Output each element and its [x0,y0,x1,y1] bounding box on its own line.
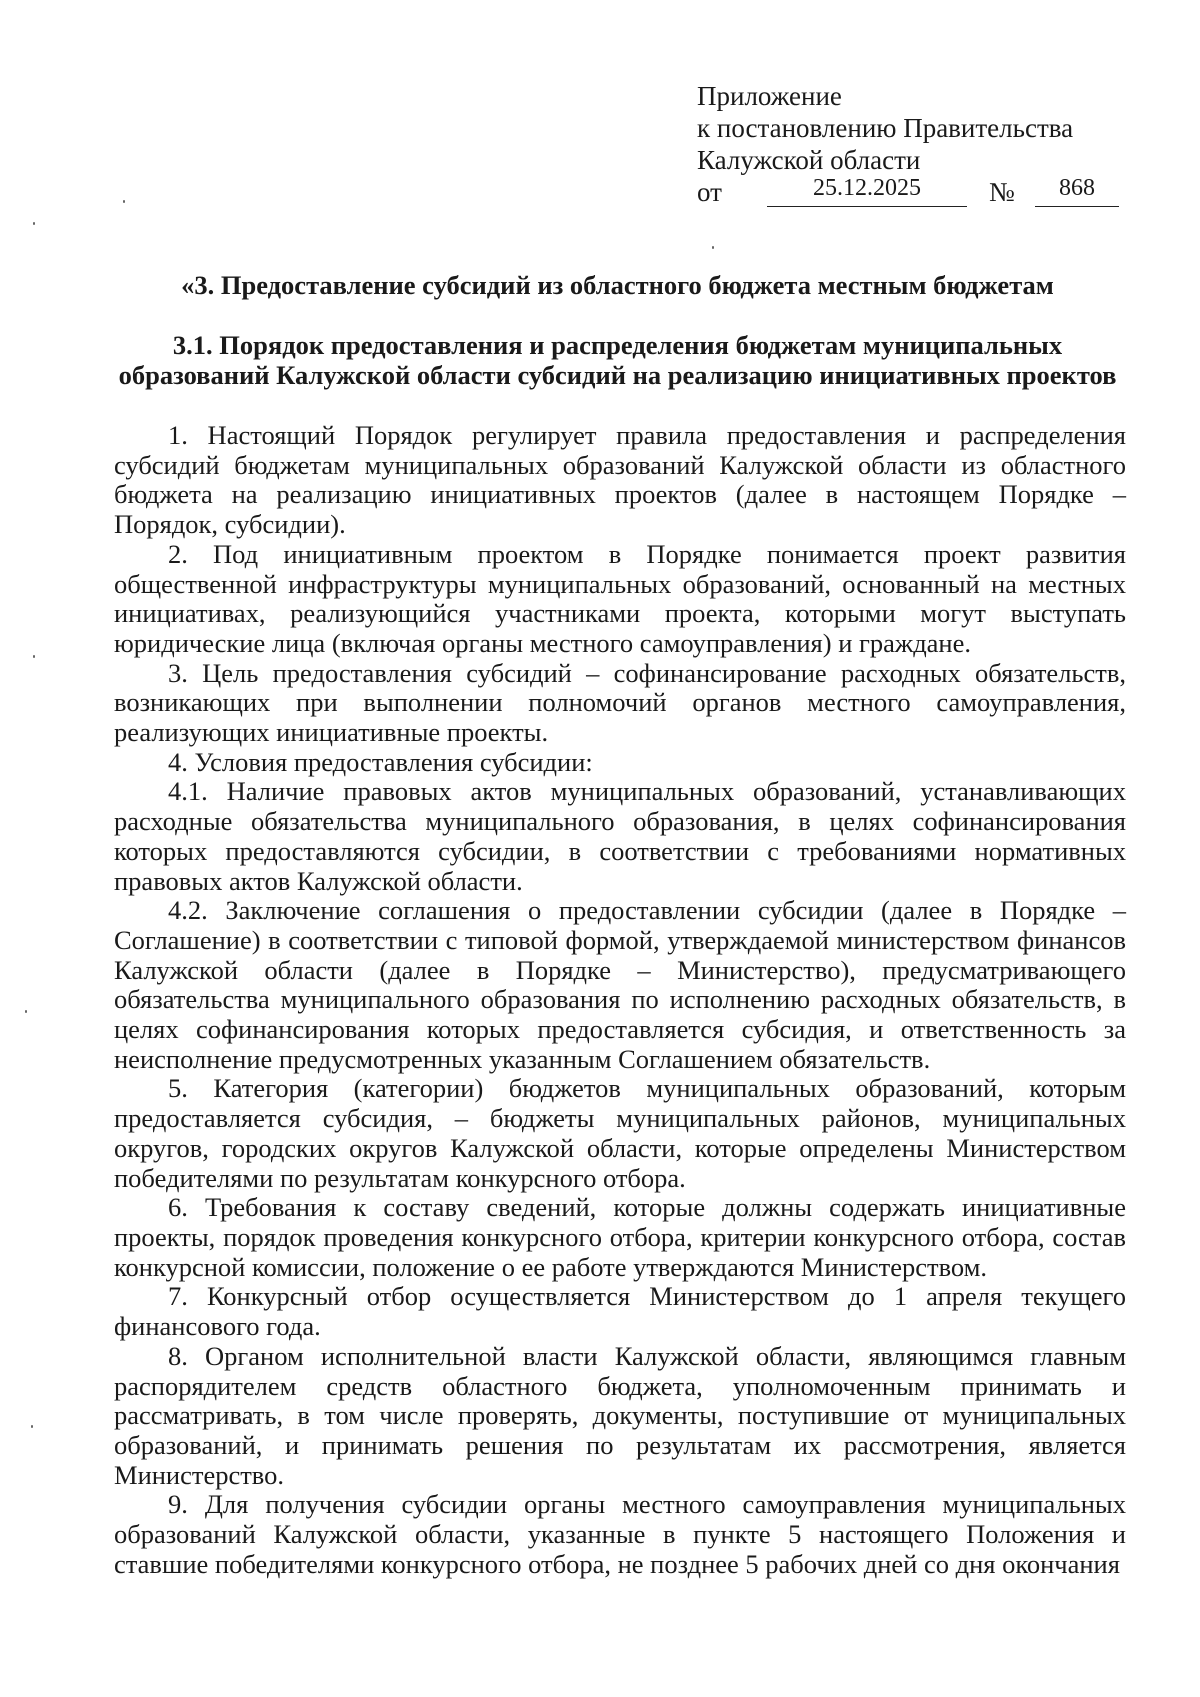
paragraph-4: 4. Условия предоставления субсидии: [168,746,593,777]
appendix-region: Калужской области [697,145,921,175]
appendix-reference: к постановлению Правительства [697,113,1074,143]
scan-speck [123,200,125,203]
scan-speck [31,1425,33,1428]
paragraph-8: 8. Органом исполнительной власти Калужской области, являющимся главным распорядителем средств областного бюджета, уполномоченным принимать и рассматривать, в том числе проверять, документы, поступившие от муниципальных образований, и принимать решения по результатам их рассмотрения, является Министерство. [114,1340,1126,1490]
paragraph-7: 7. Конкурсный отбор осуществляется Министерством до 1 апреля текущего финансового года. [114,1281,1126,1342]
scan-speck [33,655,35,658]
paragraph-2: 2. Под инициативным проектом в Порядке понимается проект развития общественной инфраструктуры муниципальных образований, основанный на местных инициативах, реализующийся участниками проекта, которыми могут выступать юридические лица (включая органы местного самоуправления) и граждане. [114,538,1126,658]
subsection-heading [110,330,1125,390]
paragraph-5: 5. Категория (категории) бюджетов муниципальных образований, которым предоставляется субсидия, – бюджеты муниципальных районов, муниципальных округов, городских округов Калужской области, которые определены Министерством победителями по результатам конкурсного отбора. [114,1073,1126,1193]
paragraph-6: 6. Требования к составу сведений, которые должны содержать инициативные проекты, порядок проведения конкурсного отбора, критерии конкурсного отбора, состав конкурсной комиссии, положение о ее работе утверждаются Министерством. [114,1192,1126,1282]
number-sign: № [989,177,1015,207]
scan-speck [712,246,714,249]
document-date: 25.12.2025 [813,175,921,201]
paragraph-9: 9. Для получения субсидии органы местного самоуправления муниципальных образований Калужской области, указанные в пункте 5 настоящего Положения и ставшие победителями конкурсного отбора, не позднее 5 рабочих дней со дня окончания [114,1489,1126,1579]
section-heading: «3. Предоставление субсидий из областного бюджета местным бюджетам [181,270,1054,300]
appendix-block [697,80,1095,208]
number-underline [1035,206,1119,207]
paragraph-1: 1. Настоящий Порядок регулирует правила предоставления и распределения субсидий бюджетам муниципальных образований Калужской области из областного бюджета на реализацию инициативных проектов (далее в настоящем Порядке – Порядок, субсидии). [114,420,1126,540]
body-text [114,421,1126,1579]
subsection-heading-line-1: 3.1. Порядок предоставления и распределения бюджетам муниципальных [172,330,1063,360]
scan-speck [33,222,35,225]
paragraph-3: 3. Цель предоставления субсидий – софинансирование расходных обязательств, возникающих при выполнении полномочий органов местного самоуправления, реализующих инициативные проекты. [114,657,1126,748]
appendix-title: Приложение [697,81,842,111]
subsection-heading-line-2: образований Калужской области субсидий на реализацию инициативных проектов [118,360,1117,390]
appendix-date-line [697,175,1095,208]
document-number: 868 [1059,175,1095,201]
date-underline [767,206,967,207]
scan-speck [25,1010,27,1013]
paragraph-4-2: 4.2. Заключение соглашения о предоставлении субсидии (далее в Порядке – Соглашение) в соответствии с типовой формой, утверждаемой министерством финансов Калужской области (далее в Порядке – Министерство), предусматривающего обязательства муниципального образования по исполнению расходных обязательств, в целях софинансирования которых предоставляется субсидия, и ответственность за неисполнение предусмотренных указанным Соглашением обязательств. [114,895,1126,1074]
paragraph-4-1: 4.1. Наличие правовых актов муниципальных образований, устанавливающих расходные обязательства муниципального образования, в целях софинансирования которых предоставляются субсидии, в соответствии с требованиями нормативных правовых актов Калужской области. [114,776,1126,896]
date-prefix: от [697,177,722,207]
